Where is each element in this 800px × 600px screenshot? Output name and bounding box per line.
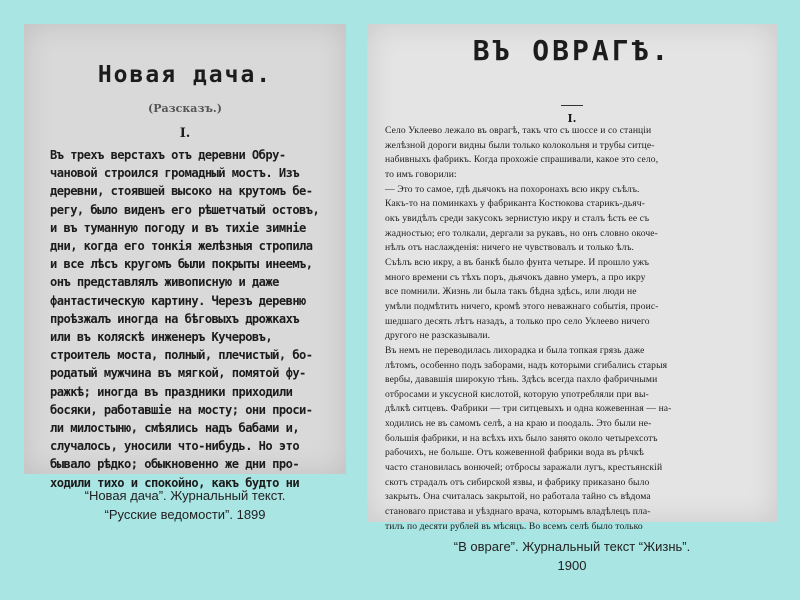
text-line: или въ коляскѣ инженеръ Кучеровъ, <box>50 330 273 345</box>
text-line: Какъ-то на поминкахъ у фабриканта Костюкова старикъ-дьяч- <box>385 198 645 210</box>
text-line: жадностью; его толкали, дергали за рукавъ, но онъ словно окоче- <box>385 227 658 239</box>
caption-line: “Русские ведомости”. 1899 <box>104 507 266 522</box>
text-line: лѣтомъ, особенно подъ заборами, надъ которыми сгибались старыя <box>385 359 668 371</box>
text-line: становаго пристава и уѣзднаго врача, которымъ владѣлецъ пла- <box>385 506 651 518</box>
text-line: и все лѣсъ кругомъ были покрыты инеемъ, <box>50 257 313 272</box>
text-line: деревни, стоявшей высоко на крутомъ бе- <box>50 184 313 199</box>
page-title: ВЪ ОВРАГѢ. <box>472 34 672 67</box>
text-line: то имъ говорили: <box>385 168 457 180</box>
text-line: родатый мужчина въ мягкой, помятой фу- <box>50 366 306 381</box>
text-line: набивныхъ фабрикъ. Когда прохожіе спрашивали, какое это село, <box>385 154 659 166</box>
text-line: регу, было виденъ его рѣшетчатый остовъ, <box>50 202 320 217</box>
caption-line: “В овраге”. Журнальный текст “Жизнь”. <box>453 539 691 554</box>
caption-line: 1900 <box>557 558 587 573</box>
text-line: умѣли подмѣтить ничего, кромѣ этого неважнаго событія, проис- <box>385 300 659 312</box>
page-subtitle: (Разсказъ.) <box>148 102 222 115</box>
text-line: много времени съ тѣхъ поръ, дьячокъ давно умеръ, а про икру <box>385 271 646 283</box>
text-line: часто становилась вонючей; отбросы заражали лугъ, крестьянскій <box>385 462 663 474</box>
text-line: Въ трехъ верстахъ отъ деревни Обру- <box>50 148 286 162</box>
text-line: чановой строился громадный мостъ. Изъ <box>50 166 300 181</box>
text-line: Село Уклеево лежало въ оврагѣ, такъ что съ шоссе и со станціи <box>385 125 652 136</box>
text-line: фантастическую картину. Черезъ деревню <box>50 293 306 308</box>
text-line: бывало рѣдко; обыкновенно же дни про- <box>50 457 300 472</box>
text-line: дни, когда его тонкія желѣзныя стропила <box>50 239 313 254</box>
text-line: ли милостыню, смѣялись надъ бабами и, <box>50 421 300 436</box>
text-line: Въ немъ не переводилась лихорадка и была топкая грязь даже <box>385 344 645 356</box>
text-line: закрыть. Она считалась закрытой, но работала тайно съ вѣдома <box>385 491 651 503</box>
text-line: ходили тихо и спокойно, какъ будто ни <box>50 475 300 490</box>
text-line: строитель моста, полный, плечистый, бо- <box>50 348 313 363</box>
text-line: отбросами и уксусной кислотой, которую употребляли при вы- <box>385 388 649 400</box>
text-line: окъ увидѣлъ среди закусокъ зернистую икру и сталъ ѣсть ее съ <box>385 212 650 224</box>
text-line: вербы, дававшія широкую тѣнь. Здѣсь всегда пахло фабричными <box>385 374 658 386</box>
text-line: — Это то самое, гдѣ дьячокъ на похоронахъ всю икру съѣлъ. <box>385 183 640 195</box>
title-divider <box>561 105 583 106</box>
text-line: рабочихъ, не больше. Отъ кожевенной фабрики вода въ рѣчкѣ <box>385 447 644 459</box>
text-line: онъ представлялъ живописную и даже <box>50 275 279 290</box>
text-line: ходились не въ самомъ селѣ, а на краю и поодаль. Это были не- <box>385 418 652 430</box>
text-line: шедшаго десять лѣтъ назадъ, а только про село Уклеево ничего <box>385 315 650 327</box>
text-line: проѣзжалъ иногда на бѣговыхъ дрожкахъ <box>50 311 300 326</box>
text-line: желѣзной дороги видны были только колокольня и трубы ситце- <box>385 139 655 151</box>
caption-line: “Новая дача”. Журнальный текст. <box>84 488 286 503</box>
page-title: Новая дача. <box>97 62 273 88</box>
text-line: ражкѣ; иногда въ праздники приходили <box>50 384 293 399</box>
section-number: I. <box>567 112 577 125</box>
text-line: и въ туманную погоду и въ тихіе зимніе <box>50 220 306 235</box>
text-line: нѣлъ отъ наслажденія: ничего не чувствовалъ и только ѣлъ. <box>385 242 635 254</box>
text-line: другого не разсказывали. <box>385 330 491 342</box>
text-line: Съѣлъ всю икру, а въ банкѣ было фунта четыре. И прошло ужъ <box>385 256 650 268</box>
text-line: большія фабрики, и на всѣхъ ихъ было занято около четырехсотъ <box>385 432 658 444</box>
page-body-text <box>385 124 767 534</box>
caption-novaya-dacha <box>24 486 346 524</box>
caption-v-ovrage <box>367 537 777 575</box>
text-line: дѣлкѣ ситцевъ. Фабрики — три ситцевыхъ и одна кожевенная — на- <box>385 403 672 415</box>
text-line: все помнили. Жизнь ли была такъ бѣдна здѣсь, или люди не <box>385 286 637 298</box>
text-line: скотъ страдалъ отъ сибирской язвы, и фабрику приказано было <box>385 476 650 488</box>
text-line: тилъ по десяти рублей въ мѣсяцъ. Во всемъ селѣ было только <box>385 520 643 532</box>
novaya-dacha-page-scan <box>24 24 346 490</box>
text-line: случалось, уносили что-нибудь. Но это <box>50 439 300 454</box>
section-number: I. <box>179 126 191 141</box>
page-body-text <box>50 146 332 492</box>
v-ovrage-page-scan <box>367 24 777 532</box>
text-line: босяки, работавшіе на мосту; они проси- <box>50 402 313 417</box>
